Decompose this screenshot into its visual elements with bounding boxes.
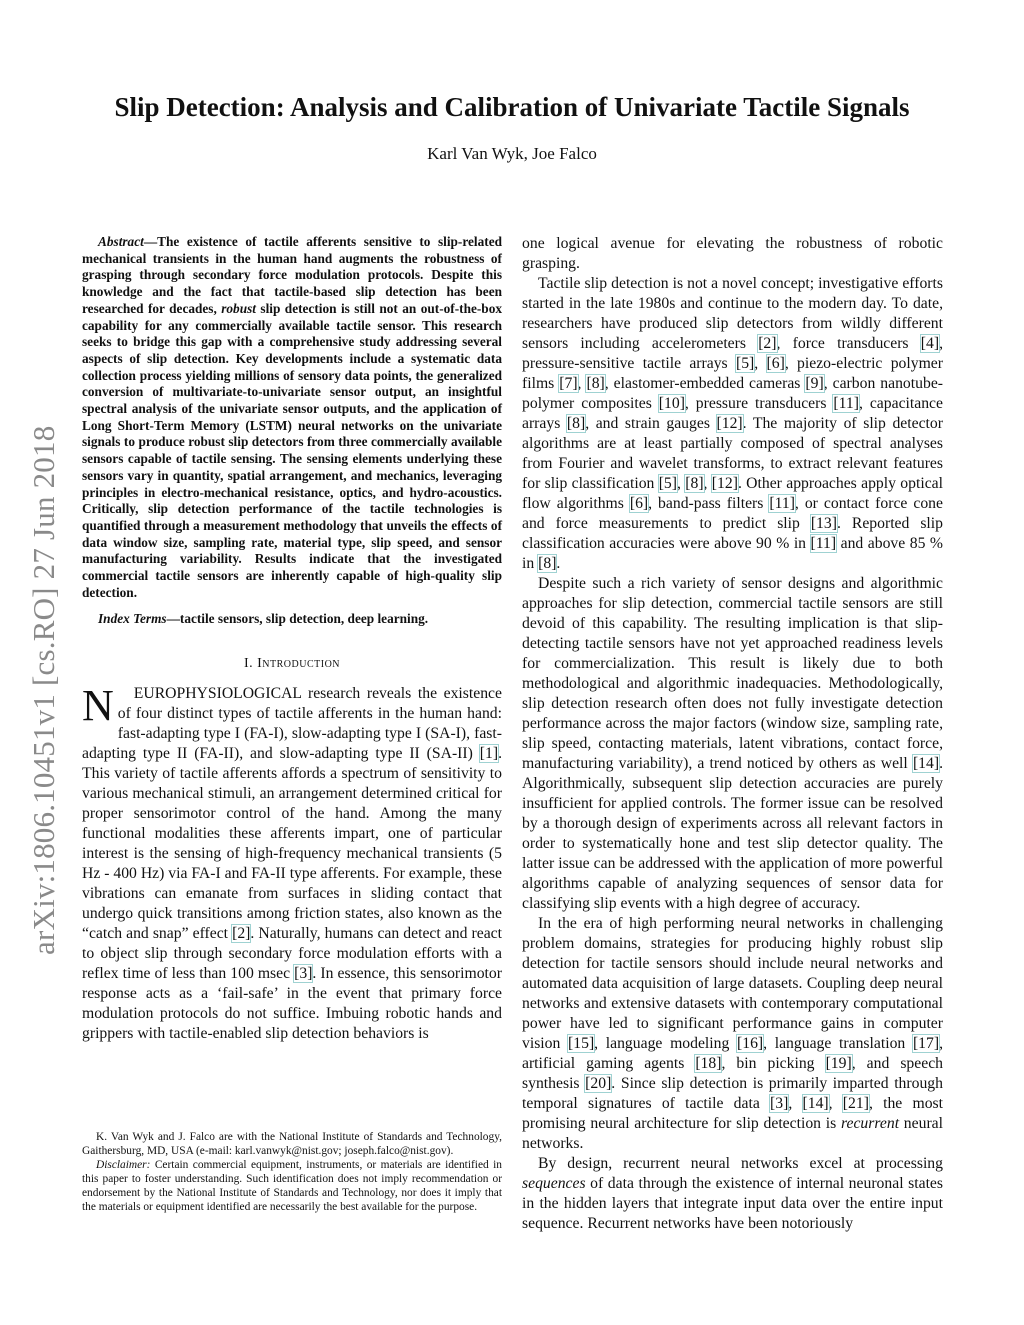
paper-authors: Karl Van Wyk, Joe Falco <box>427 144 597 163</box>
citation-link[interactable]: [9] <box>805 375 824 392</box>
intro-paragraph-1: N EUROPHYSIOLOGICAL research reveals the existence of four distinct types of tactile afferents in the human hand: fast-adapting type I (FA-I), slow-adapting type I (SA-I), fast-adapting type II (FA-II), and slow-adapting type II (SA-II) [1]. This variety of tactile afferents affords a spectrum of sensitivity to various mechanical stimuli, an arrangement determined critical for proper sensorimotor control of the hand. Among the many functional modalities these afferents impart, one of particular interest is the sensing of high-frequency mechanical transients (5 Hz - 400 Hz) via FA-I and FA-II type afferents. For example, these vibrations can emanate from surfaces in sliding contact that undergo quick transitions among friction states, also known as the “catch and snap” effect [2]. Naturally, humans can detect and react to object slip through secondary force modulation efforts with a reflex time of less than 100 msec [3]. In essence, this sensorimotor response acts as a ‘fail-safe’ in the event that primary force modulation protocols do not suffice. Imbuing robotic hands and grippers with tactile-enabled slip detection behaviors is <box>82 684 502 1044</box>
citation-link[interactable]: [16] <box>737 1035 764 1052</box>
paper-title: Slip Detection: Analysis and Calibration of Univariate Tactile Signals <box>114 92 910 122</box>
citation-link[interactable]: [3] <box>294 965 313 983</box>
section-heading-introduction: I. Introduction <box>243 656 341 672</box>
citation-link[interactable]: [11] <box>769 495 795 512</box>
citation-link[interactable]: [10] <box>658 395 685 412</box>
citation-link[interactable]: [14] <box>802 1095 829 1112</box>
citation-link[interactable]: [12] <box>716 415 743 432</box>
citation-link[interactable]: [2] <box>758 335 777 352</box>
citation-link[interactable]: [5] <box>735 355 755 372</box>
citation-link[interactable]: [6] <box>629 495 649 512</box>
citation-link[interactable]: [11] <box>833 395 859 412</box>
intro-paragraph-3: Despite such a rich variety of sensor designs and algorithmic approaches for slip detection, commercial tactile sensors are still devoid of this capability. The resulting implication is that slip-detecting tactile sensors have not yet approached readiness levels for commercialization. This result is likely due to both methodological and algorithmic inadequacies. Methodologically, slip detection research often does not fully investigate detection performance across the major factors (window size, sampling rate, slip speed, contacting materials, latent vibrations, contact force, manufacturing variability), a trend noticed by others as well [14]. Algorithmically, subsequent slip detection accuracies are purely insufficient for applied controls. The former issue can be resolved by a thorough design of experiments across all relevant factors in order to systematically hone and test slip detector quality. The latter issue can be addressed with the application of more powerful algorithms capable of analyzing sequences of sensor data for classifying slip events with a high degree of accuracy. <box>522 575 943 912</box>
footnotes <box>82 1130 502 1214</box>
citation-link[interactable]: [4] <box>920 335 940 352</box>
citation-link[interactable]: [2] <box>232 925 251 943</box>
index-terms: Index Terms—tactile sensors, slip detection, deep learning. <box>98 611 429 627</box>
citation-link[interactable]: [18] <box>695 1055 722 1072</box>
citation-link[interactable]: [5] <box>658 475 677 492</box>
citation-link[interactable]: [8] <box>685 475 704 492</box>
citation-link[interactable]: [20] <box>585 1075 612 1092</box>
citation-link[interactable]: [11] <box>810 535 837 552</box>
index-terms-label: Index Terms <box>98 611 167 627</box>
citation-link[interactable]: [8] <box>586 375 605 392</box>
footnote-affiliation: K. Van Wyk and J. Falco are with the National Institute of Standards and Technology, Gaithersburg, MD, USA (e-mail: karl.vanwyk@nist.gov; joseph.falco@nist.gov). <box>82 1131 502 1157</box>
citation-link[interactable]: [7] <box>559 375 578 392</box>
arxiv-identifier[interactable]: arXiv:1806.10451v1 [cs.RO] 27 Jun 2018 <box>26 425 61 955</box>
citation-link[interactable]: [15] <box>568 1035 595 1052</box>
citation-link[interactable]: [12] <box>711 475 738 492</box>
citation-link[interactable]: [6] <box>766 355 785 372</box>
citation-link[interactable]: [14] <box>912 755 940 772</box>
citation-link[interactable]: [8] <box>566 415 586 432</box>
intro-paragraph-1-continued: one logical avenue for elevating the robustness of robotic grasping. <box>522 235 943 272</box>
footnote-disclaimer: Disclaimer: Certain commercial equipment, instruments, or materials are identified in this paper to foster understanding. Such identification does not imply recommendation or endorsement by the National Institute of Standards and Technology, nor does it imply that the materials or equipment identified are necessarily the best available for the purpose. <box>82 1159 502 1213</box>
intro-paragraph-5: By design, recurrent neural networks excel at processing sequences of data through the existence of internal neuronal states in the hidden layers that integrate input data over the entire input sequence. Recurrent networks have been notoriously <box>522 1155 943 1232</box>
abstract: Abstract—The existence of tactile afferents sensitive to slip-related mechanical transients in the human hand augments the robustness of grasping through secondary force modulation protocols. Despite this knowledge and the fact that tactile-based slip detection has been researched for decades, robust slip detection is still not an out-of-the-box capability for any commercially available tactile sensor. This research seeks to bridge this gap with a comprehensive study addressing several aspects of slip detection. Key developments include a systematic data collection process yielding millions of sensory data points, the generalized conversion of multivariate-to-univariate sensor output, an insightful spectral analysis of the univariate sensor outputs, and the application of Long Short-Term Memory (LSTM) neural networks on the univariate signals to produce robust slip detectors from three commercially available sensors capable of tactile sensing. The sensing elements underlying these sensors vary in quantity, spatial arrangement, and mechanics, leveraging principles in electro-mechanical resistance, optics, and hydro-acoustics. Critically, slip detection performance of the tactile technologies is quantified through a measurement methodology that unveils the effects of data window size, sampling rate, material type, slip speed, and sensor manufacturing variability. Results indicate that the investigated commercial tactile sensors are inherently capable of high-quality slip detection. <box>82 234 502 600</box>
citation-link[interactable]: [13] <box>810 515 837 532</box>
citation-link[interactable]: [3] <box>770 1095 789 1112</box>
left-column <box>82 234 502 1044</box>
citation-link[interactable]: [8] <box>538 555 557 572</box>
right-column <box>522 234 943 1234</box>
citation-link[interactable]: [21] <box>842 1095 869 1112</box>
intro-paragraph-4: In the era of high performing neural networks in challenging problem domains, strategies for producing highly robust slip detection for tactile sensors should include neural networks and automated data acquisition of large datasets. Coupling deep neural networks and extensive datasets with contemporary computational power have led to significant performance gains in computer vision [15], language modeling [16], language translation [17], artificial gaming agents [18], bin picking [19], and speech synthesis [20]. Since slip detection is primarily imparted through temporal signatures of tactile data [3], [14], [21], the most promising neural architecture for slip detection is recurrent neural networks. <box>522 915 944 1152</box>
citation-link[interactable]: [1] <box>479 745 499 763</box>
intro-paragraph-2: Tactile slip detection is not a novel concept; investigative efforts started in the late 1980s and continue to the modern day. To date, researchers have produced slip detectors from wildly different sensors including accelerometers [2], force transducers [4], pressure-sensitive tactile arrays [5], [6], piezo-electric polymer films [7], [8], elastomer-embedded cameras [9], carbon nanotube-polymer composites [10], pressure transducers [11], capacitance arrays [8], and strain gauges [12]. The majority of slip detector algorithms are at least partially composed of spectral analyses from Fourier and wavelet transforms, to extract relevant features for slip classification [5], [8], [12]. Other approaches apply optical flow algorithms [6], band-pass filters [11], or contact force cone and force measurements to predict slip [13]. Reported slip classification accuracies were above 90 % in [11] and above 85 % in [8]. <box>522 275 944 572</box>
drop-cap: N <box>82 681 114 731</box>
citation-link[interactable]: [17] <box>912 1035 940 1052</box>
citation-link[interactable]: [19] <box>825 1055 852 1072</box>
abstract-label: Abstract <box>98 234 144 249</box>
